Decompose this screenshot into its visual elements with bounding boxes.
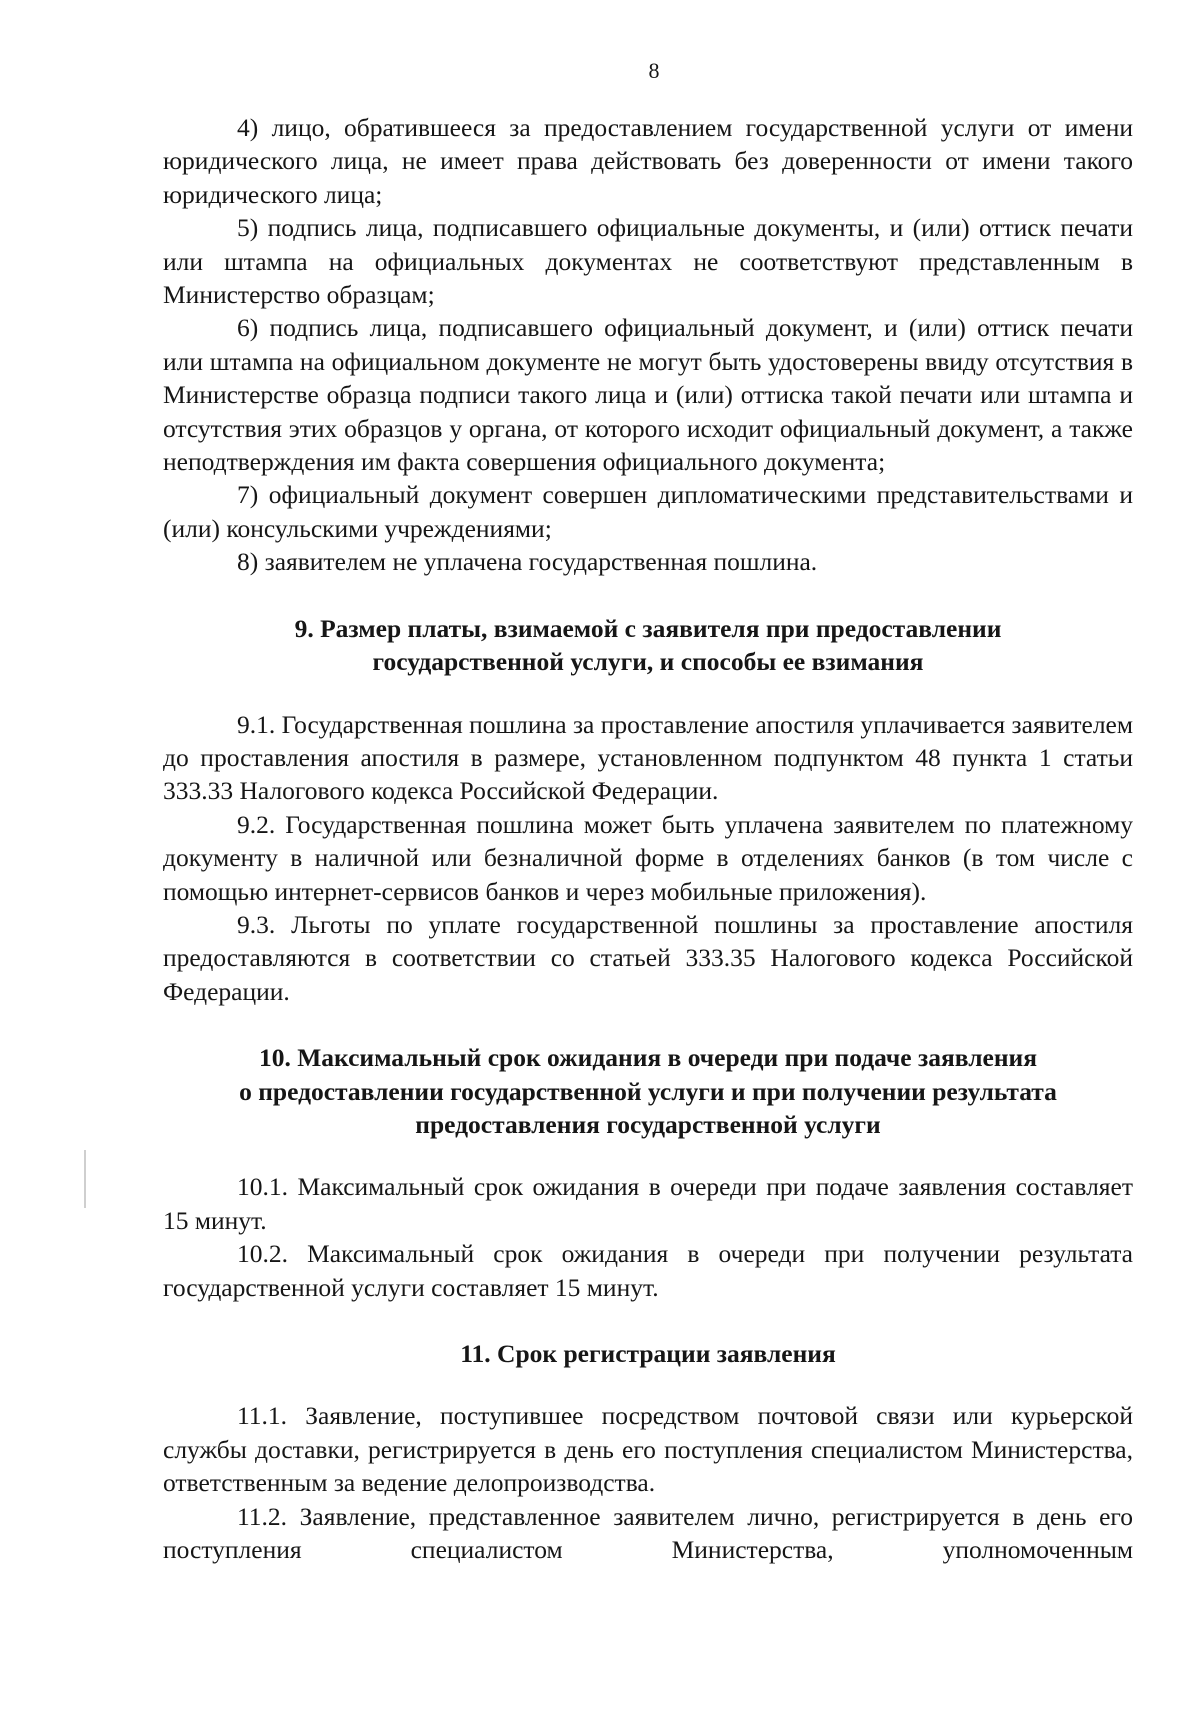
section-heading-line: 11. Срок регистрации заявления <box>460 1339 836 1368</box>
paragraph: 9.1. Государственная пошлина за проставление апостиля уплачивается заявителем до проставления апостиля в размере, установленном подпунктом 48 пункта 1 статьи 333.33 Налогового кодекса Российской Федерации. <box>163 709 1133 806</box>
scan-margin-mark <box>84 1150 86 1208</box>
paragraph: 7) официальный документ совершен дипломатическими представительствами и (или) консульскими учреждениями; <box>163 480 1133 543</box>
paragraph: 10.1. Максимальный срок ожидания в очереди при подаче заявления составляет 15 минут. <box>163 1172 1133 1235</box>
section-heading-line: о предоставлении государственной услуги и при получении результата <box>239 1076 1057 1106</box>
section-heading-line: 9. Размер платы, взимаемой с заявителя при предоставлении <box>294 613 1002 643</box>
document-page <box>163 58 1133 1566</box>
spacer <box>163 1370 1133 1399</box>
section-heading-line: государственной услуги, и способы ее взимания <box>372 647 924 677</box>
section-heading <box>163 1337 1133 1370</box>
paragraph: 11.2. Заявление, представленное заявителем лично, регистрируется в день его поступления специалистом Министерства, уполномоченным <box>163 1501 1133 1565</box>
paragraph: 9.3. Льготы по уплате государственной пошлины за проставление апостиля предоставляются в соответствии со статьей 333.35 Налогового кодекса Российской Федерации. <box>163 909 1133 1006</box>
paragraph: 6) подпись лица, подписавшего официальный документ, и (или) оттиск печати или штампа на официальном документе не могут быть удостоверены ввиду отсутствия в Министерстве образца подписи такого лица и (или) оттиска такой печати или штампа и отсутствия этих образцов у органа, от которого исходит официальный документ, а также неподтверждения им факта совершения официального документа; <box>163 313 1133 477</box>
spacer <box>163 1008 1133 1041</box>
spacer <box>163 679 1133 708</box>
page-number: 8 <box>648 58 660 83</box>
section-heading <box>163 1041 1133 1141</box>
paragraph: 8) заявителем не уплачена государственная пошлина. <box>237 547 818 577</box>
document-body <box>163 111 1133 1566</box>
paragraph: 10.2. Максимальный срок ожидания в очереди при получении результата государственной услуги составляет 15 минут. <box>163 1239 1133 1302</box>
section-heading-line: 10. Максимальный срок ожидания в очереди при подаче заявления <box>258 1043 1038 1073</box>
spacer <box>163 579 1133 612</box>
section-heading <box>163 612 1133 679</box>
paragraph: 4) лицо, обратившееся за предоставлением государственной услуги от имени юридического лица, не имеет права действовать без доверенности от имени такого юридического лица; <box>163 113 1133 209</box>
paragraph: 5) подпись лица, подписавшего официальные документы, и (или) оттиск печати или штампа на официальных документах не соответствуют представленным в Министерство образцам; <box>163 213 1133 310</box>
paragraph: 9.2. Государственная пошлина может быть уплачена заявителем по платежному документу в наличной или безналичной форме в отделениях банков (в том числе с помощью интернет-сервисов банков и через мобильные приложения). <box>163 809 1133 906</box>
section-heading-line: предоставления государственной услуги <box>415 1109 881 1139</box>
spacer <box>163 1304 1133 1337</box>
paragraph: 11.1. Заявление, поступившее посредством почтовой связи или курьерской службы доставки, регистрируется в день его поступления специалистом Министерства, ответственным за ведение делопроизводства. <box>163 1401 1133 1498</box>
spacer <box>163 1141 1133 1170</box>
